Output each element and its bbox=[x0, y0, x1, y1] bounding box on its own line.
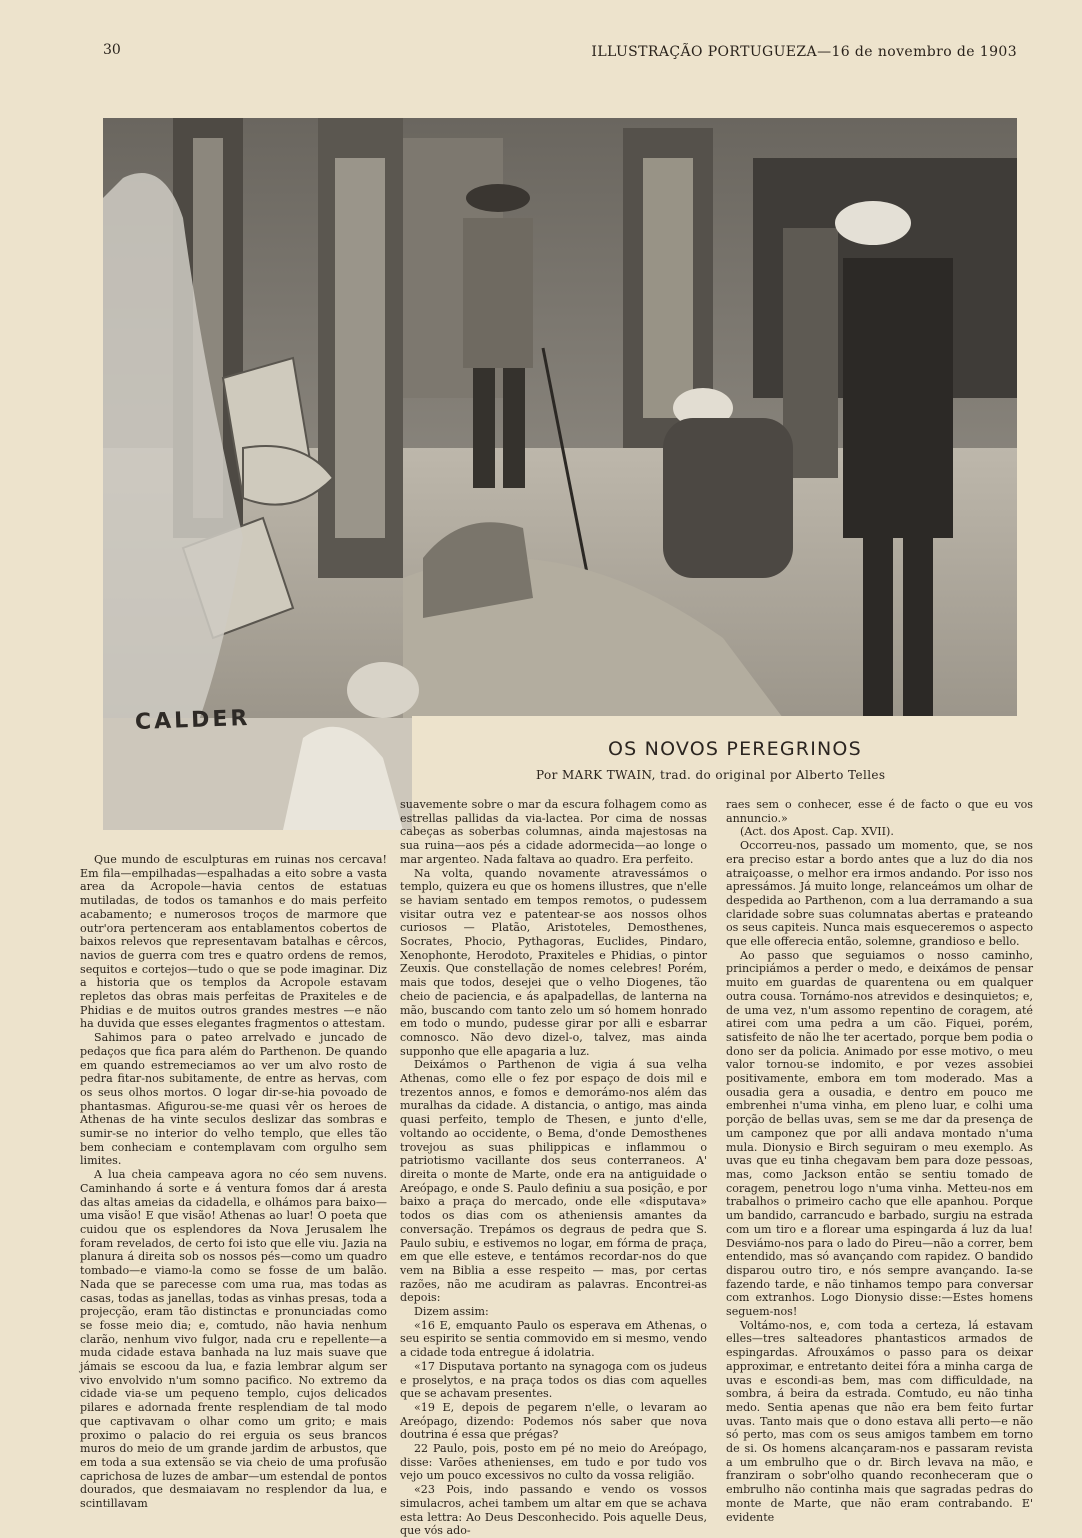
paragraph: Sahimos para o pateo arrelvado e juncado de pedaços que fica para além do Parthenon. De quando em quando estremeciamos ao ver um alvo rosto de pedra fitar-nos subitamente, de entre as hervas, com os seus olhos mortos. O logar dir-se-hia povoado de phantasmas. Afigurou-se-me quasi vêr os heroes de Athenas de ha vinte seculos deslizar das sombras e sumir-se no interior do velho templo, que elles tão bem conheciam e contemplavam com orgulho sem limites. bbox=[80, 1031, 387, 1168]
bible-verse: «17 Disputava portanto na synagoga com os judeus e proselytos, e na praça todos os dias com aquelles que se achavam presentes. bbox=[400, 1359, 707, 1401]
paragraph: Que mundo de esculpturas em ruinas nos cercava! Em fila—empilhadas—espalhadas a eito sobre a vasta area da Acropole—havia centos de estatuas mutiladas, de todos os tamanhos e do mais perfeito acabamento; e numerosos troços de marmore que outr'ora pertenceram aos entablamentos cobertos de baixos relevos que representavam batalhas e cêrcos, navios de guerra com tres e quatro ordens de remos, sequitos e cortejos—tudo o que se pode imaginar. Diz a historia que os templos da Acropole estavam repletos das obras mais perfeitas de Praxiteles e de Phidias e de muitos outros grandes mestres —e não ha duvida que esses elegantes fragmentos o attestam. bbox=[80, 853, 387, 1031]
paragraph: suavemente sobre o mar da escura folhagem como as estrellas pallidas da via-lactea. Por cima de nossas cabeças as soberbas columnas, ainda majestosas na sua ruina—aos pés a cidade adormecida—ao longe o mar argenteo. Nada faltava ao quadro. Era perfeito. bbox=[400, 798, 707, 866]
text-column-3 bbox=[726, 798, 1033, 1524]
paragraph: Deixámos o Parthenon de vigia á sua velha Athenas, como elle o fez por espaço de dois mil e trezentos annos, e fomos e demorámo-nos além das muralhas da cidade. A distancia, o antigo, mas ainda quasi perfeito, templo de Thesen, e junto d'elle, voltando ao occidente, o Bema, d'onde Demosthenes trovejou as suas philippicas e inflammou o patriotismo vacillante dos seus conterraneos. A' direita o monte de Marte, onde era na antiguidade o Areópago, e onde S. Paulo definiu a sua posição, e por baixo a praça do mercado, onde elle «disputava» todos os dias com os atheniensis amantes da conversação. Trepámos os degraus de pedra que S. Paulo subiu, e estivemos no logar, em fórma de praça, em que elle esteve, e tentámos recordar-nos do que vem na Biblia a esse respeito — mas, por certas razões, não me acudiram as palavras. Encontrei-as depois: bbox=[400, 1058, 707, 1305]
bible-verse: 22 Paulo, pois, posto em pé no meio do Areópago, disse: Varões athenienses, em tudo e por tudo vos vejo um pouco excessivos no culto da vossa religião. bbox=[400, 1442, 707, 1483]
bible-verse: «19 E, depois de pegarem n'elle, o levaram ao Areópago, dizendo: Podemos nós saber que nova doutrina é essa que prégas? bbox=[400, 1400, 707, 1442]
running-head: ILLUSTRAÇÃO PORTUGUEZA—16 de novembro de 1903 bbox=[591, 44, 1017, 60]
article-title: OS NOVOS PEREGRINOS bbox=[608, 738, 862, 760]
page-number: 30 bbox=[103, 42, 121, 58]
text-column-2 bbox=[400, 798, 707, 1538]
text-column-1 bbox=[80, 853, 387, 1511]
bible-verse: «23 Pois, indo passando e vendo os vossos simulacros, achei tambem um altar em que se achava esta lettra: Ao Deus Desconhecido. Pois aquelle Deus, que vós ado- bbox=[400, 1483, 707, 1538]
paragraph: Na volta, quando novamente atravessámos o templo, quizera eu que os homens illustres, que n'elle se haviam sentado em tempos remotos, o pudessem visitar outra vez e patentear-se aos nossos olhos curiosos — Platão, Aristoteles, Demosthenes, Socrates, Phocio, Pythagoras, Euclides, Pindaro, Xenophonte, Herodoto, Praxiteles e Phidias, o pintor Zeuxis. Que constellação de nomes celebres! Porém, mais que todos, desejei que o velho Diogenes, tão cheio de paciencia, e ás apalpadellas, de lanterna na mão, buscando com tanto zelo um só homem honrado em todo o mundo, pudesse girar por alli e esbarrar comnosco. Não devo dizel-o, talvez, mas ainda supponho que elle apagaria a luz. bbox=[400, 866, 707, 1058]
paragraph: raes sem o conhecer, esse é de facto o que eu vos annuncio.» bbox=[726, 798, 1033, 825]
paragraph: Occorreu-nos, passado um momento, que, se nos era preciso estar a bordo antes que a luz do dia nos atraiçoasse, o melhor era irmos andando. Por isso nos apressámos. Já muito longe, relanceámos um olhar de despedida ao Parthenon, com a lua derramando a sua claridade sobre suas columnatas abertas e prateando os seus capiteis. Nunca mais esqueceremos o aspecto que elle offerecia então, solemne, grandioso e bello. bbox=[726, 839, 1033, 949]
citation: (Act. dos Apost. Cap. XVII). bbox=[740, 825, 894, 839]
artist-signature: CALDER bbox=[134, 705, 251, 736]
paragraph: Voltámo-nos, e, com toda a certeza, lá estavam elles—tres salteadores phantasticos armados de espingardas. Afrouxámos o passo para os deixar approximar, e entretanto deitei fóra a minha carga de uvas e escondi-as bem, mas com difficuldade, na sombra, á beira da estrada. Comtudo, eu não tinha medo. Sentia apenas que não era bem feito furtar uvas. Tanto mais que o dono estava alli perto—e não só perto, mas com os seus amigos tambem em torno de si. Os homens alcançaram-nos e passaram revista a um embrulho que o dr. Birch levava na mão, e franziram o sobr'olho quando reconheceram que o embrulho não continha mais que sagradas pedras do monte de Marte, que não eram contrabando. E' evidente bbox=[726, 1318, 1033, 1524]
paragraph: Dizem assim: bbox=[414, 1305, 489, 1319]
article-byline: Por MARK TWAIN, trad. do original por Alberto Telles bbox=[536, 768, 886, 782]
bible-verse: «16 E, emquanto Paulo os esperava em Athenas, o seu espirito se sentia commovido em si mesmo, vendo a cidade toda entregue á idolatria. bbox=[400, 1318, 707, 1360]
paragraph: A lua cheia campeava agora no céo sem nuvens. Caminhando á sorte e á ventura fomos dar á aresta das altas ameias da cidadella, e olhámos para baixo—uma visão! E que visão! Athenas ao luar! O poeta que cuidou que os esplendores da Nova Jerusalem lhe foram revelados, de certo foi isto que elle viu. Jazia na planura á direita sob os nossos pés—como um quadro tombado—e viamo-la como se fosse de um balão. Nada que se parecesse com uma rua, mas todas as casas, todas as janellas, todas as vinhas presas, toda a projecção, eram tão distinctas e pronunciadas como se fosse meio dia; e, comtudo, não havia nenhum clarão, nenhum vivo fulgor, nada cru e repellente—a muda cidade estava banhada na luz mais suave que jámais se escoou da lua, e fazia lembrar algum ser vivo envolvido n'um somno pacifico. No extremo da cidade via-se um pequeno templo, cujos delicados pilares e adornada frente resplendiam de tal modo que captivavam o olhar como um grito; e mais proximo o palacio do rei erguia os seus brancos muros do meio de um grande jardim de arbustos, que em toda a sua extensão se via cheio de uma profusão caprichosa de luzes de ambar—um estendal de pontos dourados, que desmaiavam no resplendor da lua, e scintillavam bbox=[80, 1168, 387, 1511]
paragraph: Ao passo que seguiamos o nosso caminho, principiámos a perder o medo, e deixámos de pensar muito em guardas de quarentena ou em qualquer outra cousa. Tornámo-nos atrevidos e desinquietos; e, de uma vez, n'um assomo repentino de coragem, até atirei com uma pedra a um cão. Fiquei, porém, satisfeito de não lhe ter acertado, porque bem podia o dono ser da policia. Animado por esse motivo, o meu valor tornou-se indomito, e por vezes assobiei positivamente, embora em tom moderado. Mas a ousadia gera a ousadia, e dentro em pouco me embrenhei n'uma vinha, em pleno luar, e colhi uma porção de bellas uvas, sem se me dar da presença de um camponez que por alli andava montado n'uma mula. Dionysio e Birch seguiram o meu exemplo. As uvas que eu tinha chegavam bem para doze pessoas, mas, como Jackson então se sentiu tomado de coragem, penetrou logo n'uma vinha. Metteu-nos em trabalhos o primeiro cacho que elle apanhou. Porque um bandido, carrancudo e barbado, surgiu na estrada com um tiro e a florear uma espingarda á luz da lua! Desviámo-nos para o lado do Pireu—não a correr, bem entendido, mas só avançando com rapidez. O bandido disparou outro tiro, e nós sempre avançando. Ia-se fazendo tarde, e não tinhamos tempo para conversar com extranhos. Logo Dionysio disse:—Estes homens seguem-nos! bbox=[726, 948, 1033, 1319]
